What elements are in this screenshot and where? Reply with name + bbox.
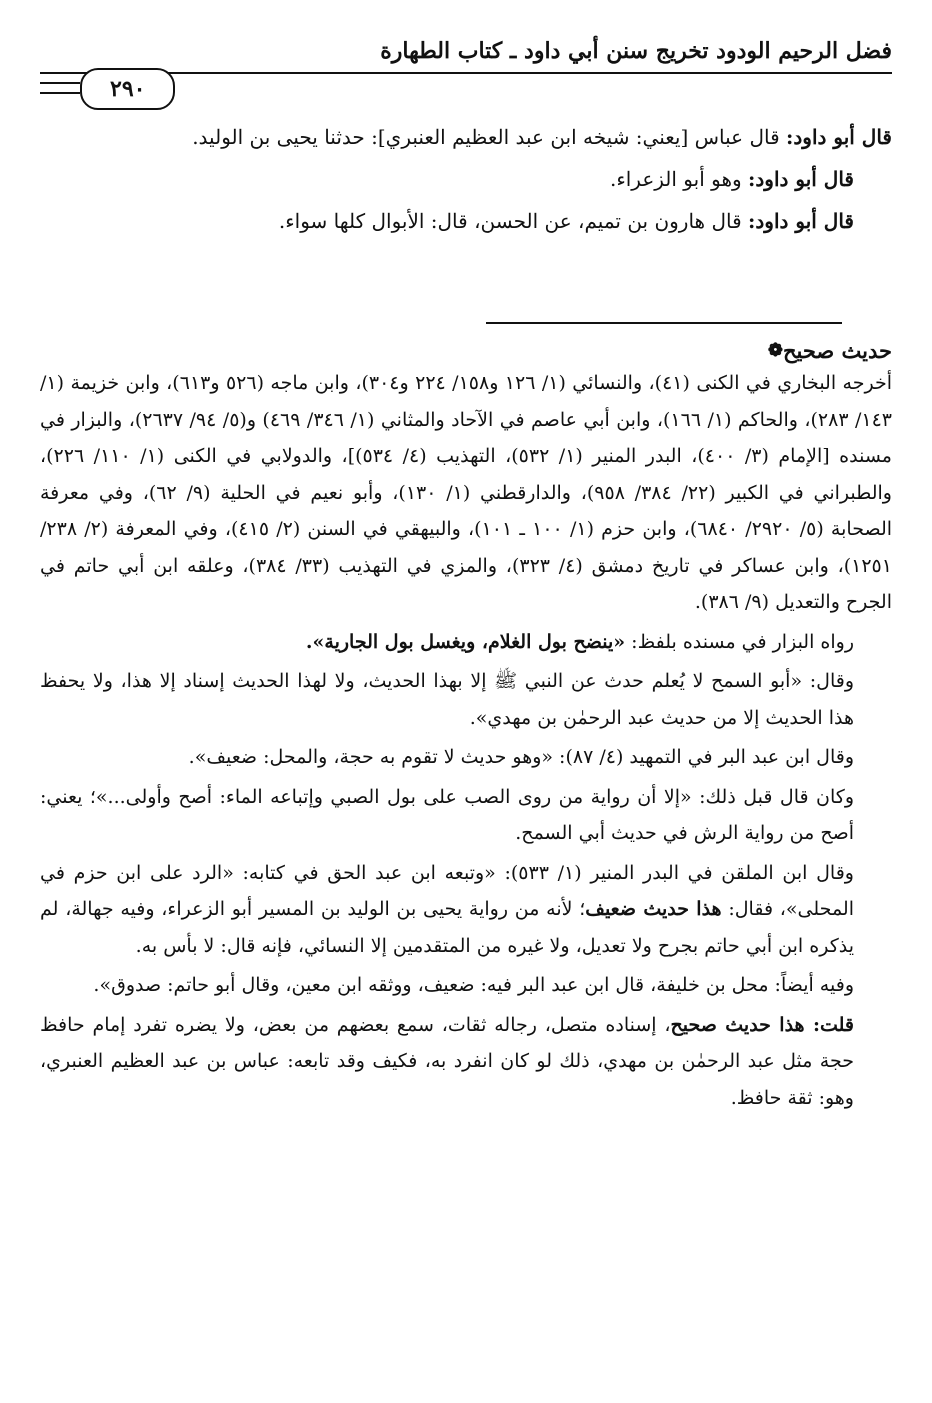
additional-note-paragraph: وفيه أيضاً: محل بن خليفة، قال ابن عبد البر فيه: ضعيف، ووثقه ابن معين، وقال أبو حاتم: صدوق».	[93, 974, 854, 996]
paragraph-text: ، إسناده متصل، رجاله ثقات، سمع بعضهم من بعض، ولا يضره تفرد إمام حافظ حجة مثل عبد الرحمٰن بن مهدي، ذلك لو كان انفرد به، فكيف وقد تابعه: عباس بن عبد العظيم العنبري، وهو: ثقة حافظ.	[40, 1013, 854, 1109]
bazzar-comment-paragraph: وقال: «أبو السمح لا يُعلم حدث عن النبي ﷺ إلا بهذا الحديث، ولا لهذا الحديث إسناد إلا هذا، ولا يحفظ هذا الحديث إلا من حديث عبد الرحمٰن بن مهدي».	[40, 670, 854, 729]
note-label: قال أبو داود:	[748, 209, 854, 233]
section-body	[40, 365, 892, 1116]
hadith-text-block	[40, 118, 892, 244]
note-text: قال عباس [يعني: شيخه ابن عبد العظيم العنبري]: حدثنا يحيى بن الوليد.	[192, 125, 787, 149]
note-label: قال أبو داود:	[748, 167, 854, 191]
takhrij-paragraph: أخرجه البخاري في الكنى (٤١)، والنسائي (١/ ١٢٦ و١٥٨/ ٢٢٤ و٣٠٤)، وابن ماجه (٥٢٦ و٦١٣)، وابن خزيمة (١/ ١٤٣/ ٢٨٣)، والحاكم (١/ ١٦٦)، وابن أبي عاصم في الآحاد والمثاني (١/ ٣٤٦/ ٤٦٩) و(٥/ ٩٤/ ٢٦٣٧)، والبزار في مسنده [الإمام (٣/ ٤٠٠)، البدر المنير (١/ ٥٣٢)، التهذيب (٤/ ٥٣٤)]، والدولابي في الكنى (١/ ١١٠/ ٢٢٦)، والطبراني في الكبير (٢٢/ ٣٨٤/ ٩٥٨)، والدارقطني (١/ ١٣٠)، وأبو نعيم في الحلية (٩/ ٦٢)، وفي معرفة الصحابة (٥/ ٢٩٢٠/ ٦٨٤٠)، وابن حزم (١/ ١٠٠ ـ ١٠١)، والبيهقي في السنن (٢/ ٤١٥)، وفي المعرفة (٢/ ٢٣٨/ ١٢٥١)، وابن عساكر في تاريخ دمشق (٤/ ٣٢٣)، والمزي في التهذيب (٣٣/ ٣٨٤)، وعلقه ابن أبي حاتم في الجرح والتعديل (٩/ ٣٨٦).	[40, 372, 893, 613]
header-ornament-lines-left	[40, 82, 80, 94]
abu-dawud-note-1	[40, 118, 892, 156]
note-text: وهو أبو الزعراء.	[609, 167, 749, 191]
author-conclusion-paragraph	[40, 1007, 892, 1117]
running-title: فضل الرحيم الودود تخريج سنن أبي داود ـ كتاب الطهارة	[380, 38, 892, 64]
note-label: قال أبو داود:	[786, 125, 892, 149]
ibn-al-mulaqqin-paragraph	[40, 855, 892, 965]
abu-dawud-note-3	[40, 202, 892, 240]
note-text: قال هارون بن تميم، عن الحسن، قال: الأبوال كلها سواء.	[278, 209, 749, 233]
paragraph-text: وقال ابن الملقن في البدر المنير (١/ ٥٣٣): «وتبعه ابن عبد الحق في كتابه: «الرد على ابن حزم في المحلى»، فقال:	[40, 861, 854, 920]
running-head	[40, 38, 892, 100]
bazzar-paragraph	[40, 624, 892, 661]
verdict-bold: هذا حديث ضعيف	[585, 898, 722, 920]
conclusion-label: قلت: هذا حديث صحيح	[670, 1013, 854, 1036]
paragraph-text: رواه البزار في مسنده بلفظ:	[625, 630, 854, 653]
ibn-abd-al-barr-paragraph: وقال ابن عبد البر في التمهيد (٤/ ٨٧): «وهو حديث لا تقوم به حجة، والمحل: ضعيف».	[188, 746, 854, 768]
hadith-quote: «ينضح بول الغلام، ويغسل بول الجارية».	[305, 630, 626, 653]
ornament-icon: ❁	[767, 339, 783, 361]
section-heading	[40, 338, 892, 363]
earlier-statement-paragraph: وكان قال قبل ذلك: «إلا أن رواية من روى الصب على بول الصبي وإتباعه الماء: أصح وأولى...»؛ يعني: أصح من رواية الرش في حديث أبي السمح.	[40, 785, 854, 844]
page-number: ٢٩٠	[80, 68, 175, 110]
abu-dawud-note-2	[40, 160, 892, 198]
section-divider	[486, 322, 842, 324]
paragraph-text: ؛ لأنه من رواية يحيى بن الوليد بن المسير أبو الزعراء، وفيه جهالة، لم يذكره ابن أبي حاتم بجرح ولا تعديل، ولا غيره من المتقدمين إلا النسائي، فإنه قال: لا بأس به.	[40, 898, 854, 957]
section-heading-text: حديث صحيح	[782, 338, 892, 363]
takhrij-section	[40, 338, 892, 1119]
